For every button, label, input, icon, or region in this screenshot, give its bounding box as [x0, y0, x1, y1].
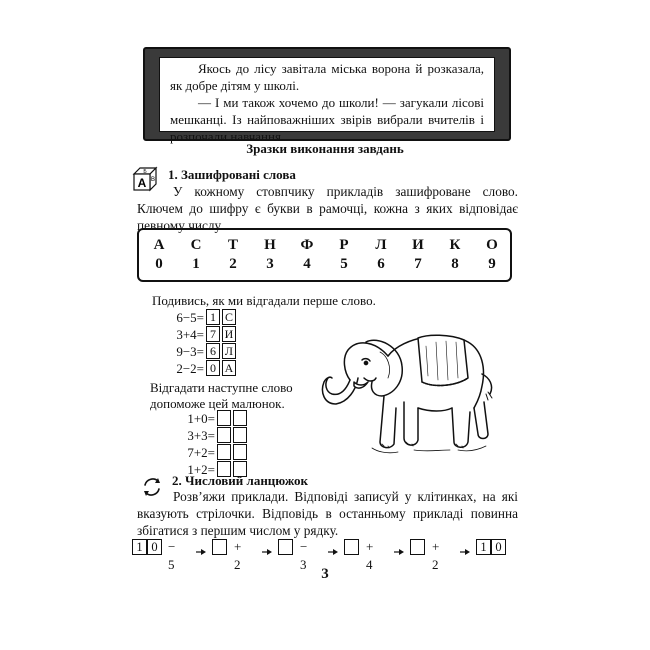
cipher-number: 0: [155, 256, 163, 272]
cipher-number: 9: [488, 256, 496, 272]
equation-expression: 3+3=: [187, 428, 215, 443]
cipher-column: [184, 236, 208, 274]
answer-box: 6: [206, 343, 220, 359]
task1-title: 1. Зашифровані слова: [168, 167, 296, 182]
chain-operation: − 5: [168, 539, 176, 572]
task1-text: У кожному стовпчику прикладів зашифроване слово. Ключем до шифру є букви в рамочці, кожна з яких відповідає певному числу.: [137, 184, 518, 233]
cube-side-letter: В: [150, 177, 156, 183]
letter-box[interactable]: [233, 410, 247, 426]
cipher-column: [332, 236, 356, 274]
guess-hint: [150, 380, 293, 412]
chain-operation: + 2: [432, 539, 440, 572]
cipher-column: [147, 236, 171, 274]
cipher-letter: Ф: [300, 237, 314, 253]
cipher-column: [369, 236, 393, 274]
samples-heading: Зразки виконання завдань: [246, 141, 404, 156]
cipher-column: [221, 236, 245, 274]
arrow-right-icon: [394, 543, 404, 561]
equation-expression: 6−5=: [176, 310, 204, 325]
letter-box: С: [222, 309, 236, 325]
cipher-letter: И: [412, 237, 424, 253]
answer-box[interactable]: [217, 410, 231, 426]
unsolved-equation-row: [172, 427, 247, 444]
solved-equation-row: [160, 360, 236, 377]
chain-answer-box[interactable]: [410, 539, 425, 555]
cipher-letter: С: [190, 237, 202, 253]
equation-expression: 3+4=: [176, 327, 204, 342]
cipher-number: 8: [451, 256, 459, 272]
cipher-number: 1: [192, 256, 200, 272]
chain-operation: + 2: [234, 539, 242, 572]
cube-front-letter: А: [137, 176, 147, 190]
cipher-number: 4: [303, 256, 311, 272]
cipher-number: 6: [377, 256, 385, 272]
answer-box[interactable]: [217, 444, 231, 460]
chain-end-digit: 1: [476, 539, 491, 555]
cipher-letter: А: [153, 237, 165, 253]
cube-top-letter: Б: [143, 169, 147, 175]
guess-hint-line-2: допоможе цей малюнок.: [150, 396, 285, 411]
unsolved-equation-row: [172, 410, 247, 427]
cipher-column: [258, 236, 282, 274]
arrow-right-icon: [328, 543, 338, 561]
answer-box: 7: [206, 326, 220, 342]
answer-box: 1: [206, 309, 220, 325]
cipher-letter: Т: [227, 237, 238, 253]
chain-answer-box[interactable]: [212, 539, 227, 555]
chain-start-digit: 1: [132, 539, 147, 555]
chain-end-digit: 0: [491, 539, 506, 555]
cipher-letter: К: [449, 237, 461, 253]
cipher-letter: Л: [375, 237, 387, 253]
chain-answer-box[interactable]: [344, 539, 359, 555]
story-paragraph-2: — І ми також хочемо до школи! — загукали лісові мешканці. Із найповажніших звірів вибрали вчителів і розпочали навчання.: [170, 95, 484, 144]
cipher-column: [295, 236, 319, 274]
task2-title: 2. Числовий ланцюжок: [172, 473, 308, 488]
chain-operation: + 4: [366, 539, 374, 572]
task2-instructions: [137, 488, 518, 539]
page-number: 3: [321, 566, 329, 582]
equation-expression: 1+2=: [187, 462, 215, 477]
cipher-letter: О: [486, 237, 498, 253]
letter-box[interactable]: [233, 444, 247, 460]
equation-expression: 9−3=: [176, 344, 204, 359]
cipher-number: 7: [414, 256, 422, 272]
cipher-column: [480, 236, 504, 274]
unsolved-equation-row: [172, 444, 247, 461]
chain-answer-box[interactable]: [278, 539, 293, 555]
elephant-illustration: [318, 316, 494, 462]
chain-operation: − 3: [300, 539, 308, 572]
equation-expression: 2−2=: [176, 361, 204, 376]
example-intro-text: Подивись, як ми відгадали перше слово.: [152, 293, 376, 308]
arrow-right-icon: [460, 543, 470, 561]
story-banner: [143, 47, 511, 144]
cipher-letter: Н: [264, 237, 276, 253]
story-paragraph-1: Якось до лісу завітала міська ворона й розказала, як добре дітям у школі.: [170, 61, 484, 93]
guess-hint-line-1: Відгадати наступне слово: [150, 380, 293, 395]
equation-expression: 7+2=: [187, 445, 215, 460]
arrow-right-icon: [196, 543, 206, 561]
story-text-box: [159, 57, 495, 144]
solved-equation-row: [160, 343, 236, 360]
cipher-letter: Р: [339, 237, 349, 253]
cipher-key-frame: [137, 228, 512, 282]
cipher-number: 3: [266, 256, 274, 272]
task1-instructions: [137, 183, 518, 234]
chain-start-digit: 0: [147, 539, 162, 555]
task2-text: Розв’яжи приклади. Відповіді записуй у клітинках, на які вказують стрілочки. Відповідь в останньому прикладі повинна збігатися з першим числом у рядку.: [137, 489, 518, 538]
letter-box: А: [222, 360, 236, 376]
answer-box[interactable]: [217, 427, 231, 443]
letter-box: И: [222, 326, 236, 342]
equation-expression: 1+0=: [187, 411, 215, 426]
solved-equation-row: [160, 326, 236, 343]
cipher-number: 5: [340, 256, 348, 272]
answer-box: 0: [206, 360, 220, 376]
solved-equation-row: [160, 309, 236, 326]
arrow-right-icon: [262, 543, 272, 561]
cipher-number: 2: [229, 256, 237, 272]
cipher-column: [443, 236, 467, 274]
cipher-column: [406, 236, 430, 274]
letter-box: Л: [222, 343, 236, 359]
letter-box[interactable]: [233, 427, 247, 443]
